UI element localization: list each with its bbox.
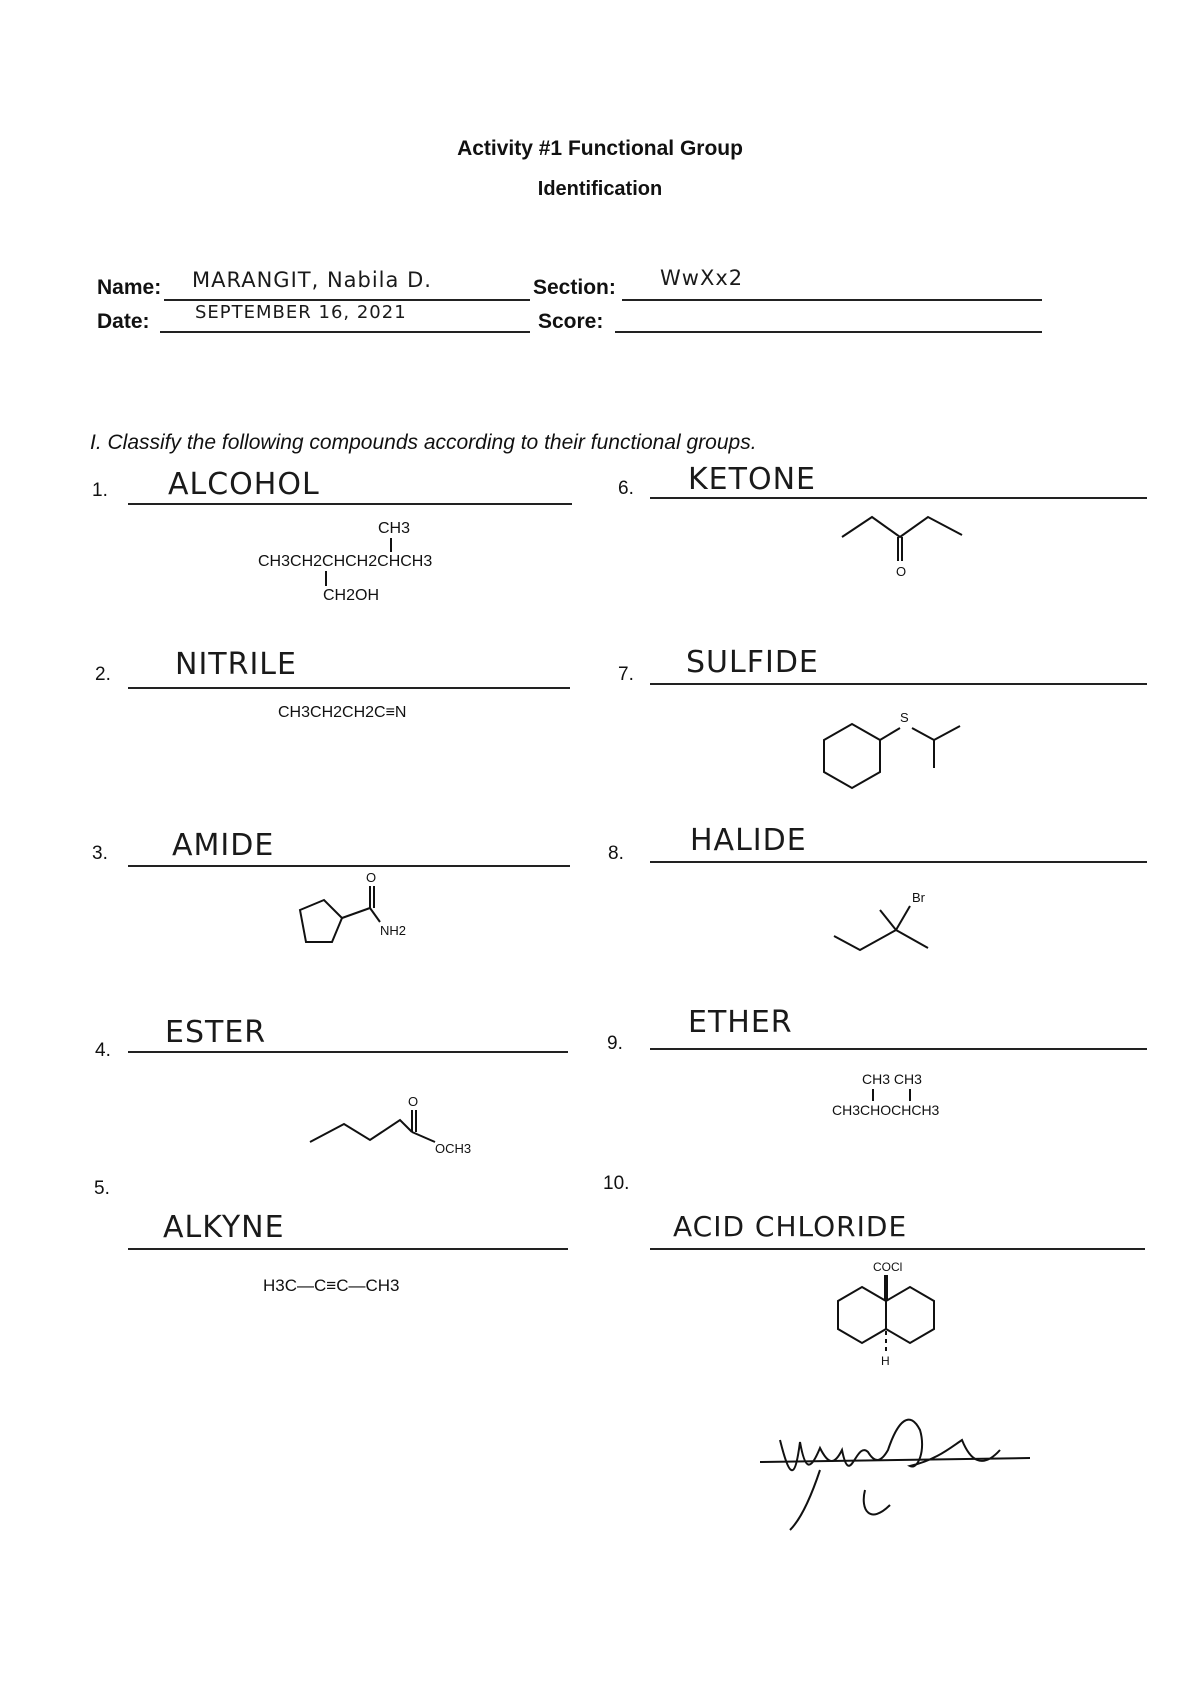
structure-9-main: CH3CHOCHCH3 xyxy=(832,1102,940,1118)
date-label: Date: xyxy=(97,310,150,333)
item-number: 10. xyxy=(603,1173,630,1194)
item-answer[interactable]: ALKYNE xyxy=(163,1210,285,1245)
item-answer[interactable]: ACID CHLORIDE xyxy=(673,1210,908,1243)
item-answer[interactable]: NITRILE xyxy=(175,647,297,682)
structure-5-formula: H3C—C≡C—CH3 xyxy=(263,1276,400,1295)
item-number: 6. xyxy=(618,478,634,499)
item-answer[interactable]: ESTER xyxy=(165,1015,267,1050)
section-label: Section: xyxy=(533,276,616,299)
item-answer[interactable]: HALIDE xyxy=(690,823,807,858)
name-label: Name: xyxy=(97,276,162,299)
structure-4-och3: OCH3 xyxy=(435,1141,472,1156)
item-number: 5. xyxy=(94,1178,110,1199)
answer-line xyxy=(650,1248,1145,1250)
name-value: MARANGIT, Nabila D. xyxy=(192,268,432,292)
structure-4-o: O xyxy=(408,1094,419,1109)
section-value: WwXx2 xyxy=(660,266,744,290)
structure-7-s: S xyxy=(900,710,909,725)
item-number: 2. xyxy=(95,664,111,685)
structure-9-top: CH3 CH3 xyxy=(862,1071,922,1087)
structure-10-decalin-acid-chloride xyxy=(820,1255,960,1375)
item-answer[interactable]: ETHER xyxy=(688,1005,793,1040)
structure-1-main: CH3CH2CHCH2CHCH3 xyxy=(258,553,433,570)
signature-scribble xyxy=(750,1400,1050,1540)
page-subtitle: Identification xyxy=(537,178,663,200)
item-number: 4. xyxy=(95,1040,111,1061)
structure-6-o: O xyxy=(896,564,907,579)
structure-1-ch3-top: CH3 xyxy=(378,520,411,537)
structure-8-br: Br xyxy=(912,890,925,905)
item-number: 8. xyxy=(608,843,624,864)
instruction-text: I. Classify the following compounds according to their functional groups. xyxy=(90,431,757,454)
item-number: 3. xyxy=(92,843,108,864)
item-number: 7. xyxy=(618,664,634,685)
score-label: Score: xyxy=(538,310,604,333)
item-answer[interactable]: KETONE xyxy=(688,462,816,497)
structure-3-o: O xyxy=(366,870,377,885)
structure-2-formula: CH3CH2CH2C≡N xyxy=(278,704,407,721)
item-answer[interactable]: AMIDE xyxy=(172,828,275,863)
item-answer[interactable]: ALCOHOL xyxy=(168,467,320,502)
structure-3-nh2: NH2 xyxy=(380,923,407,938)
page-title: Activity #1 Functional Group xyxy=(457,137,743,160)
item-number: 1. xyxy=(92,480,108,501)
item-number: 9. xyxy=(607,1033,623,1054)
structure-10-h: H xyxy=(881,1354,890,1368)
structure-10-cocl: COCl xyxy=(873,1260,903,1274)
item-answer[interactable]: SULFIDE xyxy=(686,645,819,680)
structure-1-ch2oh: CH2OH xyxy=(323,587,380,604)
date-value: SEPTEMBER 16, 2021 xyxy=(195,302,407,323)
